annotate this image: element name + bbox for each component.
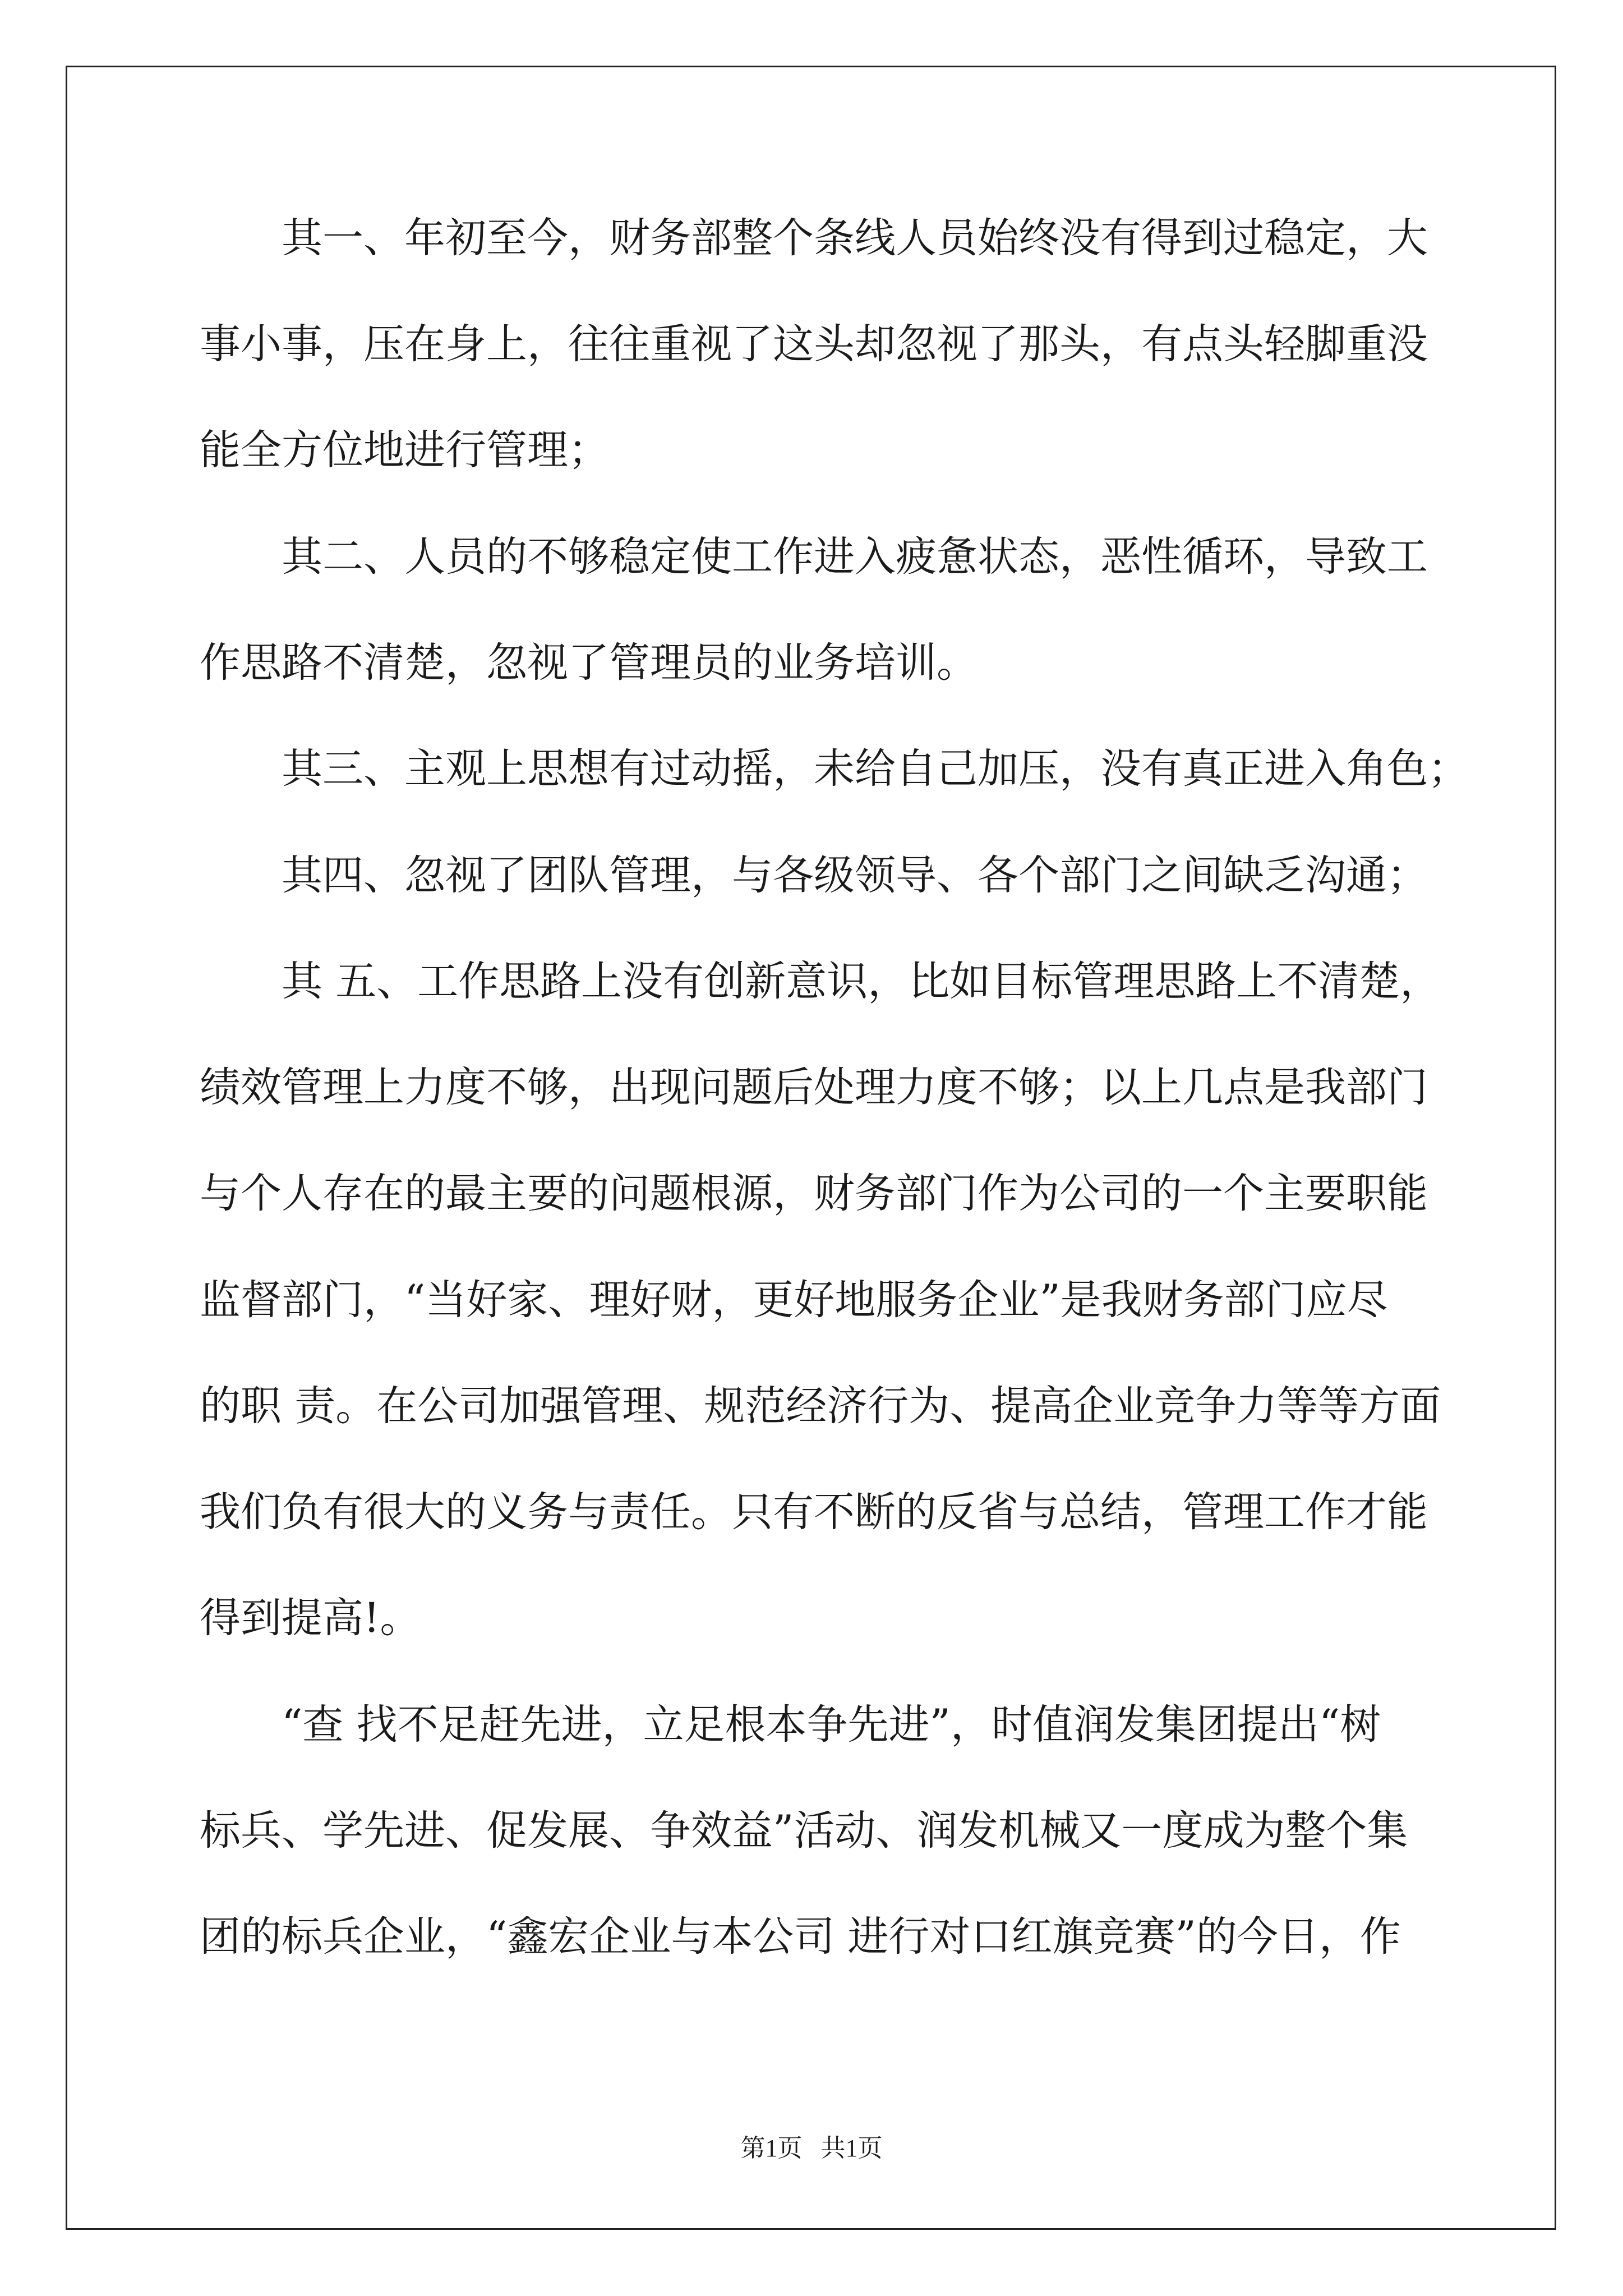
text-line: 能全方位地进行管理； — [200, 426, 609, 474]
text-line: 其三、主观上思想有过动摇，未给自己加压，没有真正进入角色； — [282, 745, 1469, 793]
text-line: 我们负有很大的义务与责任。只有不断的反省与总结，管理工作才能 — [200, 1488, 1428, 1536]
text-line: 得到提高!。 — [200, 1594, 421, 1642]
text-line: 其一、年初至今，财务部整个条线人员始终没有得到过稳定，大 — [282, 214, 1428, 262]
text-line: “查 找不足赶先进，立足根本争先进”，时值润发集团提出“树 — [282, 1701, 1381, 1749]
page-border — [66, 66, 1556, 2230]
text-line: 其二、人员的不够稳定使工作进入疲惫状态，恶性循环，导致工 — [282, 533, 1428, 581]
text-line: 监督部门，“当好家、理好财，更好地服务企业”是我财务部门应尽 — [200, 1276, 1388, 1324]
text-line: 作思路不清楚，忽视了管理员的业务培训。 — [200, 639, 978, 687]
text-line: 标兵、学先进、促发展、争效益”活动、润发机械又一度成为整个集 — [200, 1807, 1408, 1855]
text-line: 团的标兵企业，“鑫宏企业与本公司 进行对口红旗竞赛”的今日，作 — [200, 1913, 1401, 1961]
text-line: 事小事，压在身上，往往重视了这头却忽视了那头，有点头轻脚重没 — [200, 320, 1428, 368]
text-line: 其四、忽视了团队管理，与各级领导、各个部门之间缺乏沟通； — [282, 852, 1428, 899]
text-line: 其 五、工作思路上没有创新意识，比如目标管理思路上不清楚， — [282, 958, 1441, 1005]
text-line: 绩效管理上力度不够，出现问题后处理力度不够；以上几点是我部门 — [200, 1064, 1428, 1111]
text-line: 与个人存在的最主要的问题根源，财务部门作为公司的一个主要职能 — [200, 1170, 1428, 1217]
page-number: 第1页 共1页 — [740, 2134, 883, 2162]
text-line: 的职 责。在公司加强管理、规范经济行为、提高企业竞争力等等方面 — [200, 1382, 1441, 1430]
